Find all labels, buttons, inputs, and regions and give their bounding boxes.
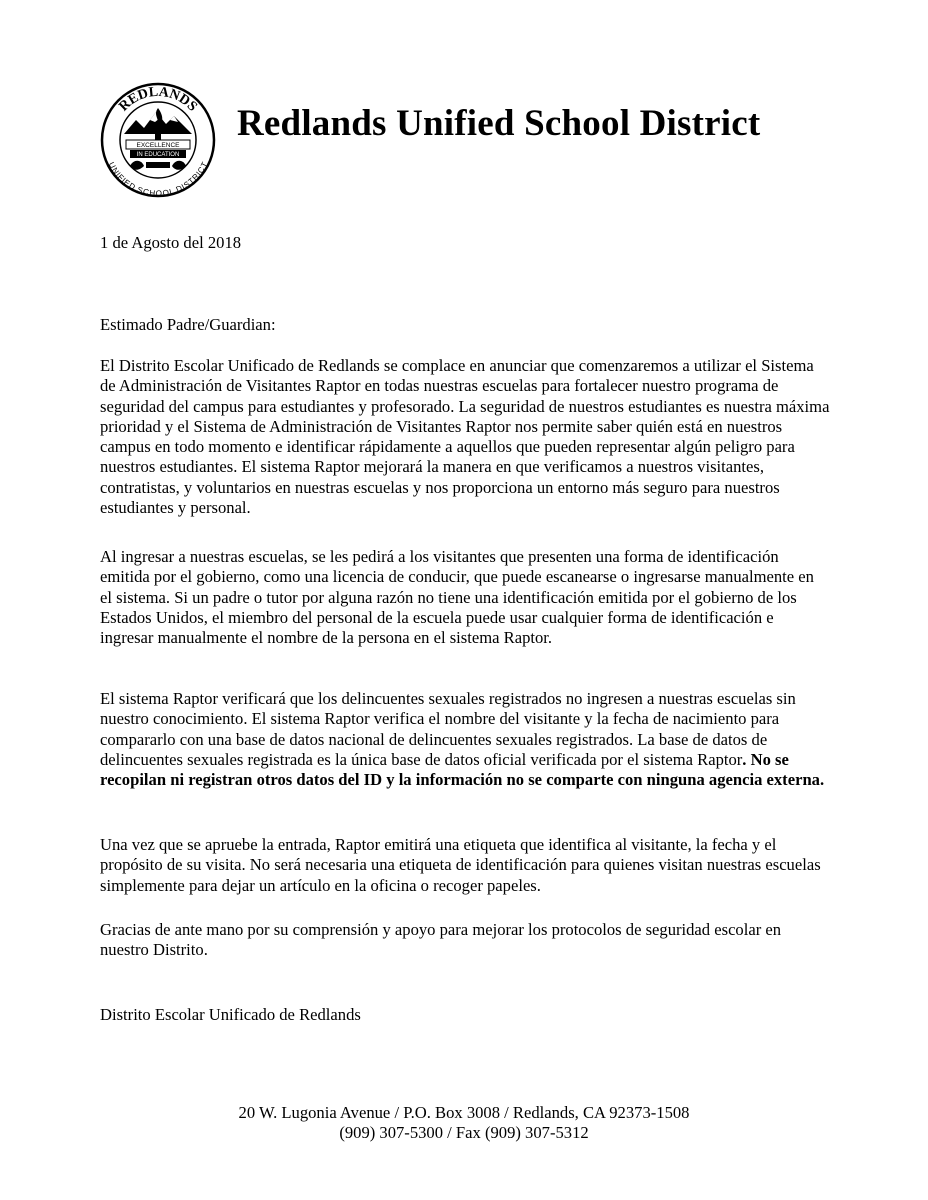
- district-name: Redlands Unified School District: [237, 103, 761, 144]
- svg-text:IN EDUCATION: IN EDUCATION: [136, 152, 180, 158]
- paragraph-verification: [100, 689, 830, 790]
- footer: [0, 1103, 928, 1143]
- paragraph-intro: [100, 356, 830, 518]
- signoff: Distrito Escolar Unificado de Redlands: [100, 1005, 361, 1024]
- footer-phone: (909) 307-5300 / Fax (909) 307-5312: [339, 1123, 589, 1142]
- footer-address: 20 W. Lugonia Avenue / P.O. Box 3008 / Redlands, CA 92373-1508: [238, 1103, 690, 1122]
- paragraph-badge: [100, 835, 830, 896]
- letter-date: 1 de Agosto del 2018: [100, 233, 242, 252]
- paragraph-thanks: [100, 920, 830, 961]
- paragraph-bold-text: . No se recopilan ni registran otros datos del ID y la información no se comparte con ninguna agencia externa.: [100, 749, 825, 790]
- district-seal-logo: [100, 82, 216, 198]
- paragraph-text: Al ingresar a nuestras escuelas, se les pedirá a los visitantes que presenten una forma de identificación emitida por el gobierno, como una licencia de conducir, que puede escanearse o ingresarse manualmente en el sistema. Si un padre o tutor por alguna razón no tiene una identificación emitida por el gobierno de los Estados Unidos, el miembro del personal de la escuela puede usar cualquier forma de identificación e ingresar manualmente el nombre de la persona en el sistema Raptor.: [100, 547, 814, 648]
- paragraph-text: Una vez que se apruebe la entrada, Raptor emitirá una etiqueta que identifica al visitante, la fecha y el propósito de su visita. No será necesaria una etiqueta de identificación para quienes visitan nuestras escuelas simplemente para dejar un artículo en la oficina o recoger papeles.: [100, 835, 821, 895]
- svg-text:EXCELLENCE: EXCELLENCE: [136, 142, 180, 149]
- svg-text:REDLANDS: REDLANDS: [116, 84, 200, 115]
- paragraph-regular-text: El sistema Raptor verificará que los delincuentes sexuales registrados no ingresen a nuestras escuelas sin nuestro conocimiento. El sistema Raptor verifica el nombre del visitante y la fecha de nacimiento para compararlo con una base de datos nacional de delincuentes sexuales registrados. La base de datos de delincuentes sexuales registrada es la única base de datos oficial verificada por el sistema Raptor: [100, 689, 796, 769]
- svg-text:UNIFIED SCHOOL DISTRICT: UNIFIED SCHOOL DISTRICT: [106, 160, 210, 198]
- paragraph-text: Gracias de ante mano por su comprensión y apoyo para mejorar los protocolos de seguridad escolar en nuestro Distrito.: [100, 920, 782, 960]
- paragraph-identification: [100, 547, 830, 648]
- salutation: Estimado Padre/Guardian:: [100, 315, 276, 334]
- paragraph-text: El Distrito Escolar Unificado de Redlands se complace en anunciar que comenzaremos a utilizar el Sistema de Administración de Visitantes Raptor en todas nuestras escuelas para fortalecer nuestro programa de seguridad del campus para estudiantes y profesorado. La seguridad de nuestros estudiantes es nuestra máxima prioridad y el Sistema de Administración de Visitantes Raptor nos permite saber quién está en nuestros campus en todo momento e identificar rápidamente a aquellos que pueden representar algún peligro para nuestros estudiantes. El sistema Raptor mejorará la manera en que verificamos a nuestros visitantes, contratistas, y voluntarios en nuestras escuelas y nos proporciona un entorno más seguro para nuestros estudiantes y personal.: [100, 356, 830, 518]
- paragraph-text: [100, 689, 830, 790]
- letterhead: [100, 82, 880, 198]
